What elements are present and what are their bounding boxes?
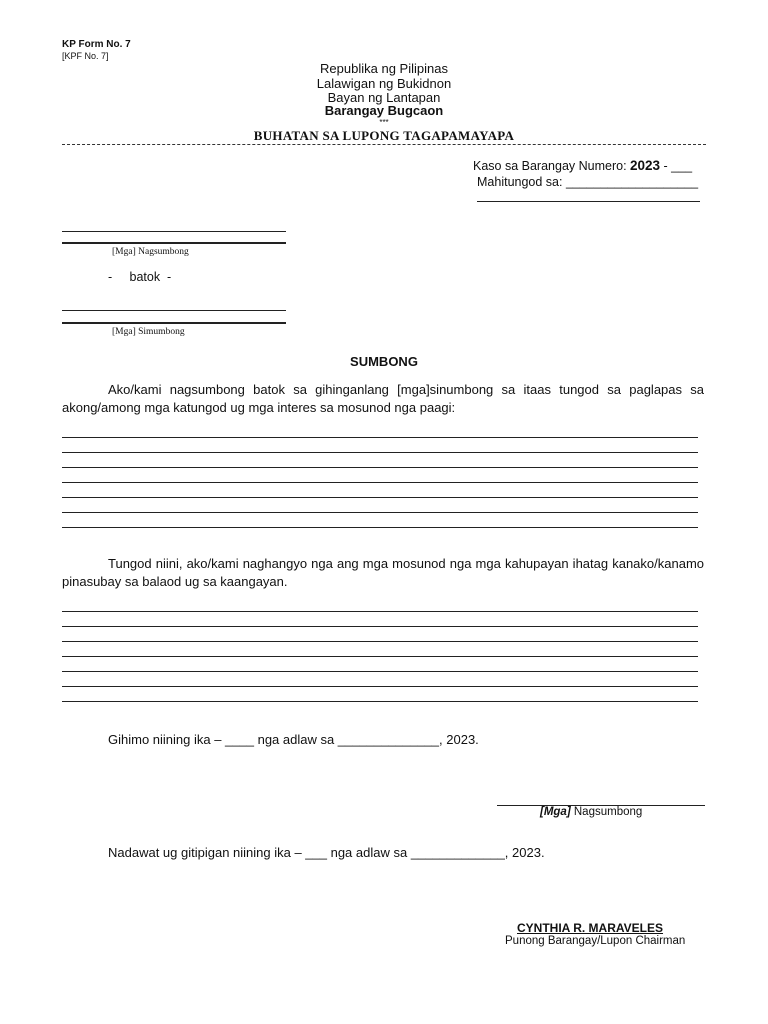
blank-line — [62, 467, 698, 468]
blank-line — [62, 527, 698, 528]
mahitungod-line — [477, 201, 700, 202]
blank-line — [62, 701, 698, 702]
blank-line — [62, 626, 698, 627]
signature-label — [540, 806, 642, 818]
blank-line — [62, 686, 698, 687]
versus-label: - batok - — [108, 270, 172, 284]
blank-line — [62, 641, 698, 642]
signature-nagsumbong: Nagsumbong — [570, 806, 643, 818]
respondent-line — [62, 310, 286, 311]
chairman-title: Punong Barangay/Lupon Chairman — [505, 935, 686, 947]
relief-lines — [62, 611, 698, 716]
office-title: BUHATAN SA LUPONG TAGAPAMAYAPA — [253, 128, 515, 143]
case-number-label: Kaso sa Barangay Numero: — [473, 159, 631, 173]
case-number — [473, 158, 692, 173]
blank-line — [62, 656, 698, 657]
header-municipality: Bayan ng Lantapan — [327, 90, 441, 105]
header-divider — [62, 144, 706, 145]
signature-mga: [Mga] — [540, 806, 571, 818]
received-date-line: Nadawat ug gitipigan niining ika – ___ nga adlaw sa _____________, 2023. — [108, 845, 545, 860]
complainant-line — [62, 231, 286, 232]
blank-line — [62, 452, 698, 453]
blank-line — [62, 497, 698, 498]
blank-line — [62, 611, 698, 612]
form-number: KP Form No. 7 — [62, 39, 131, 50]
blank-line — [62, 482, 698, 483]
kpf-number: [KPF No. 7] — [62, 51, 109, 61]
header-republic: Republika ng Pilipinas — [320, 61, 448, 76]
respondent-label: [Mga] Simumbong — [112, 327, 185, 337]
blank-line — [62, 437, 698, 438]
blank-line — [62, 512, 698, 513]
respondent-line — [62, 322, 286, 324]
case-year: 2023 — [630, 158, 661, 173]
chairman-name: CYNTHIA R. MARAVELES — [517, 921, 664, 935]
made-date-line: Gihimo niining ika – ____ nga adlaw sa ______________, 2023. — [108, 732, 479, 747]
mahitungod-field: Mahitungod sa: ___________________ — [477, 175, 699, 189]
header-barangay: Barangay Bugcaon — [324, 103, 444, 118]
case-number-suffix: - ___ — [660, 159, 693, 173]
header-province: Lalawigan ng Bukidnon — [316, 76, 452, 91]
complainant-label: [Mga] Nagsumbong — [112, 247, 189, 257]
blank-line — [62, 671, 698, 672]
header-stars: *** — [379, 118, 389, 127]
complaint-paragraph: Ako/kami nagsumbong batok sa gihinganlang [mga]sinumbong sa itaas tungod sa paglapas sa akong/among mga katungod ug mga interes sa mosunod nga paagi: — [62, 382, 704, 415]
relief-paragraph: Tungod niini, ako/kami naghangyo nga ang mga mosunod nga mga kahupayan ihatag kanako/kanamo pinasubay sa balaod ug sa kaangayan. — [62, 556, 704, 589]
complaint-heading: SUMBONG — [350, 354, 418, 369]
complaint-lines — [62, 437, 698, 542]
complainant-line — [62, 242, 286, 244]
